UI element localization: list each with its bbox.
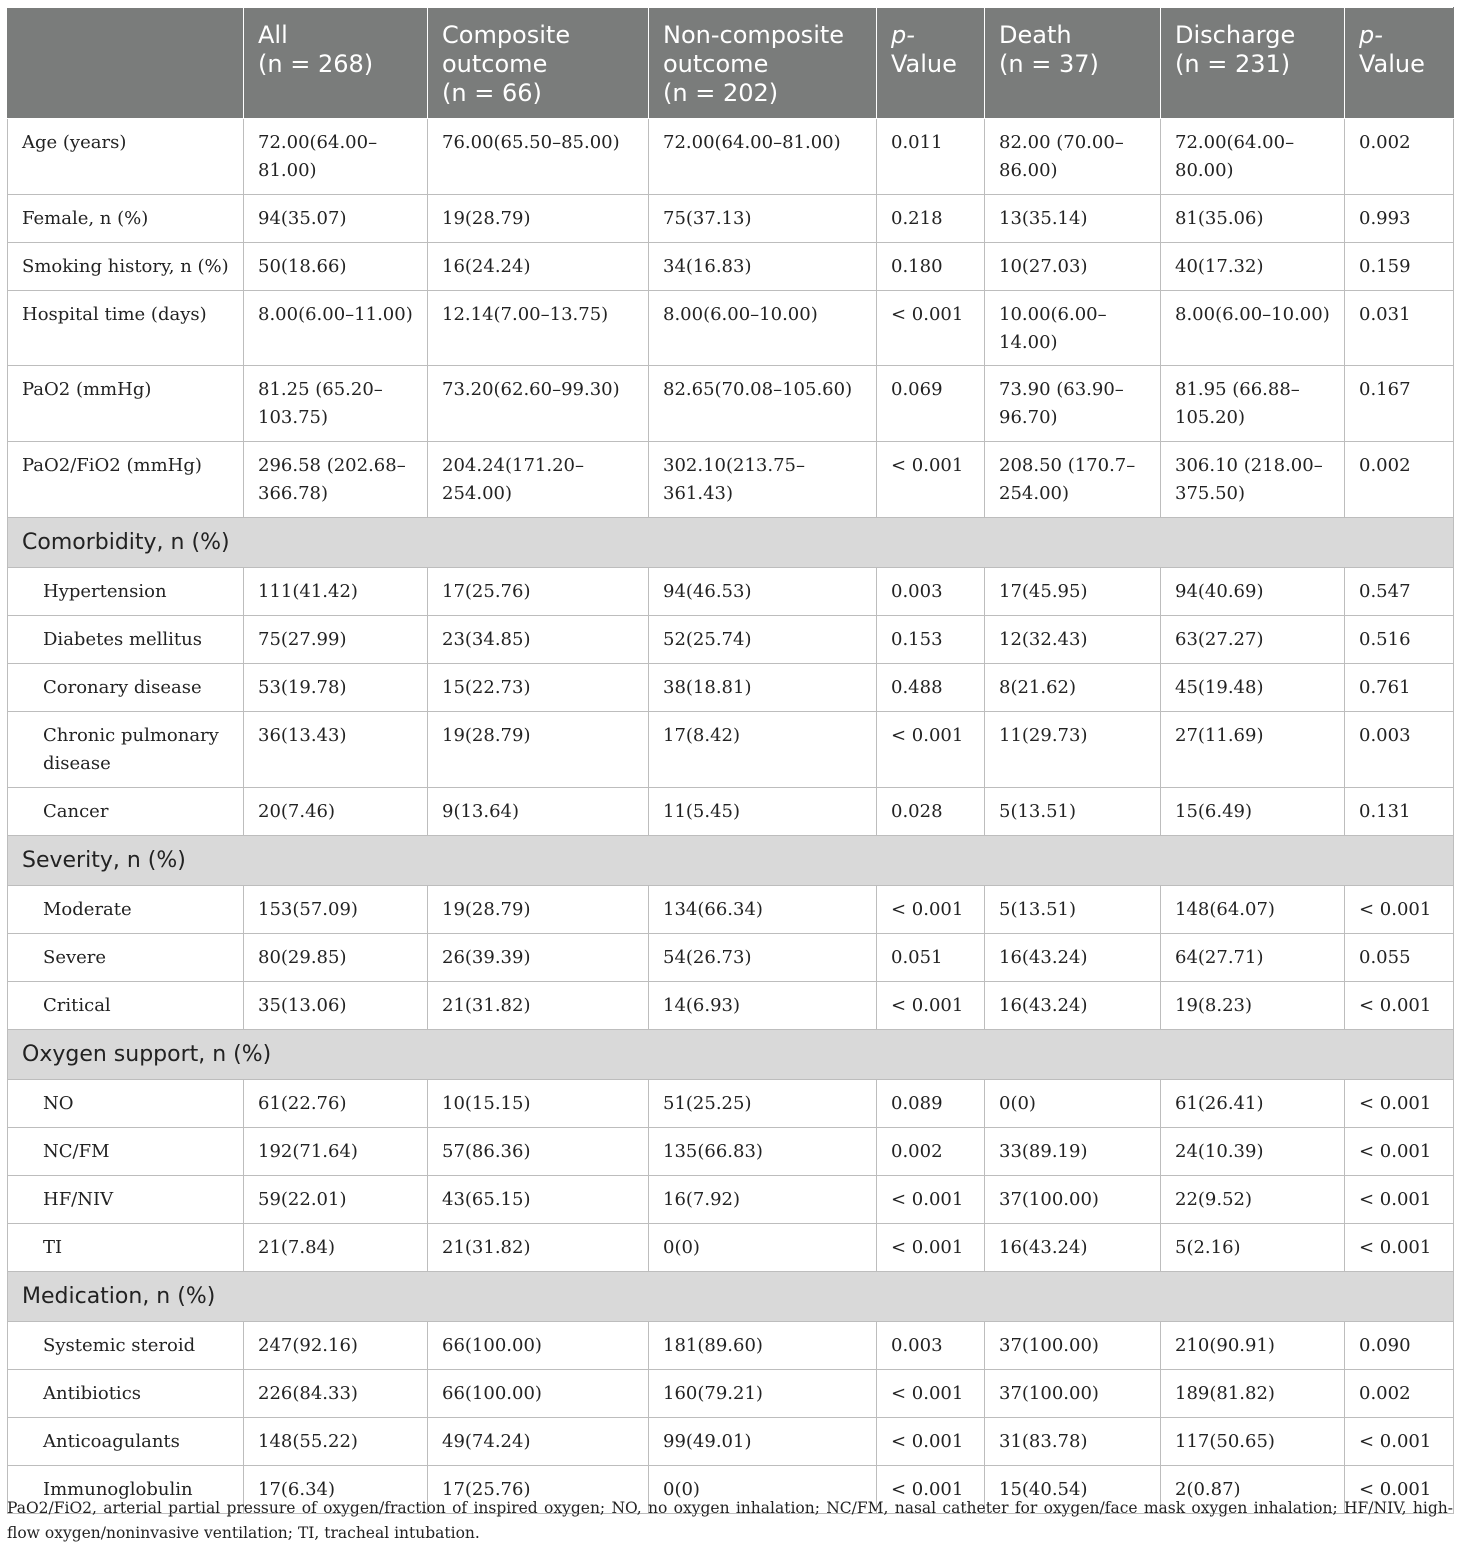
header-death: Death (n = 37) <box>985 8 1161 119</box>
cell-noncomposite: 52(25.74) <box>649 616 877 664</box>
cell-all: 296.58 (202.68–366.78) <box>244 442 428 518</box>
cell-death: 17(45.95) <box>985 568 1161 616</box>
cell-p2: 0.090 <box>1345 1322 1454 1370</box>
cell-label: Hospital time (days) <box>8 291 244 366</box>
cell-p1: 0.218 <box>877 195 985 243</box>
cell-noncomposite: 75(37.13) <box>649 195 877 243</box>
cell-noncomposite: 38(18.81) <box>649 664 877 712</box>
cell-noncomposite: 11(5.45) <box>649 788 877 836</box>
table-body <box>8 119 1454 1514</box>
header-p-value-1: p- Value <box>877 8 985 119</box>
cell-composite: 66(100.00) <box>428 1322 649 1370</box>
cell-death: 11(29.73) <box>985 712 1161 788</box>
cell-p1: < 0.001 <box>877 1466 985 1514</box>
cell-all: 50(18.66) <box>244 243 428 291</box>
cell-discharge: 63(27.27) <box>1161 616 1345 664</box>
cell-discharge: 64(27.71) <box>1161 934 1345 982</box>
cell-death: 16(43.24) <box>985 982 1161 1030</box>
cell-death: 31(83.78) <box>985 1418 1161 1466</box>
cell-label: Chronic pulmonary disease <box>8 712 244 788</box>
cell-all: 59(22.01) <box>244 1176 428 1224</box>
cell-death: 0(0) <box>985 1080 1161 1128</box>
cell-all: 148(55.22) <box>244 1418 428 1466</box>
cell-composite: 9(13.64) <box>428 788 649 836</box>
cell-all: 36(13.43) <box>244 712 428 788</box>
cell-p1: < 0.001 <box>877 886 985 934</box>
cell-death: 12(32.43) <box>985 616 1161 664</box>
cell-composite: 43(65.15) <box>428 1176 649 1224</box>
cell-discharge: 81.95 (66.88–105.20) <box>1161 366 1345 442</box>
cell-death: 13(35.14) <box>985 195 1161 243</box>
cell-all: 75(27.99) <box>244 616 428 664</box>
table-row <box>8 442 1454 518</box>
table-row <box>8 1176 1454 1224</box>
header-variable <box>8 8 244 119</box>
cell-discharge: 148(64.07) <box>1161 886 1345 934</box>
cell-p2: < 0.001 <box>1345 1418 1454 1466</box>
cell-noncomposite: 0(0) <box>649 1466 877 1514</box>
cell-death: 10.00(6.00–14.00) <box>985 291 1161 366</box>
cell-all: 53(19.78) <box>244 664 428 712</box>
cell-p2: < 0.001 <box>1345 1224 1454 1272</box>
cell-noncomposite: 94(46.53) <box>649 568 877 616</box>
cell-p1: < 0.001 <box>877 1418 985 1466</box>
cell-death: 37(100.00) <box>985 1370 1161 1418</box>
cell-death: 5(13.51) <box>985 886 1161 934</box>
cell-noncomposite: 0(0) <box>649 1224 877 1272</box>
cell-p2: < 0.001 <box>1345 886 1454 934</box>
cell-p2: 0.131 <box>1345 788 1454 836</box>
cell-p2: 0.031 <box>1345 291 1454 366</box>
cell-noncomposite: 54(26.73) <box>649 934 877 982</box>
cell-p2: < 0.001 <box>1345 1176 1454 1224</box>
table-row <box>8 119 1454 195</box>
table-footnote: PaO2/FiO2, arterial partial pressure of oxygen/fraction of inspired oxygen; NO, no oxygen inhalation; NC/FM, nasal catheter for oxygen/face mask oxygen inhalation; HF/NIV, high-flow oxygen/noninvasive ventilation; TI, tracheal intubation. <box>7 1499 1453 1542</box>
cell-death: 5(13.51) <box>985 788 1161 836</box>
cell-noncomposite: 302.10(213.75–361.43) <box>649 442 877 518</box>
table-row <box>8 712 1454 788</box>
table-row <box>8 243 1454 291</box>
cell-p2: 0.547 <box>1345 568 1454 616</box>
header-composite: Composite outcome (n = 66) <box>428 8 649 119</box>
cell-label: Anticoagulants <box>8 1418 244 1466</box>
table-row <box>8 664 1454 712</box>
cell-death: 37(100.00) <box>985 1322 1161 1370</box>
cell-noncomposite: 51(25.25) <box>649 1080 877 1128</box>
cell-label: Systemic steroid <box>8 1322 244 1370</box>
cell-all: 80(29.85) <box>244 934 428 982</box>
cell-composite: 21(31.82) <box>428 982 649 1030</box>
cell-death: 37(100.00) <box>985 1176 1161 1224</box>
cell-p1: < 0.001 <box>877 982 985 1030</box>
section-title: Comorbidity, n (%) <box>8 518 1454 568</box>
cell-noncomposite: 17(8.42) <box>649 712 877 788</box>
cell-composite: 49(74.24) <box>428 1418 649 1466</box>
cell-label: Antibiotics <box>8 1370 244 1418</box>
cell-death: 10(27.03) <box>985 243 1161 291</box>
cell-composite: 10(15.15) <box>428 1080 649 1128</box>
table-row <box>8 1080 1454 1128</box>
cell-p2: 0.761 <box>1345 664 1454 712</box>
cell-composite: 23(34.85) <box>428 616 649 664</box>
table-row <box>8 195 1454 243</box>
cell-discharge: 81(35.06) <box>1161 195 1345 243</box>
cell-death: 16(43.24) <box>985 934 1161 982</box>
cell-p2: < 0.001 <box>1345 1466 1454 1514</box>
cell-label: PaO2 (mmHg) <box>8 366 244 442</box>
table-row <box>8 291 1454 366</box>
section-title: Severity, n (%) <box>8 836 1454 886</box>
header-discharge: Discharge (n = 231) <box>1161 8 1345 119</box>
cell-p1: 0.002 <box>877 1128 985 1176</box>
table-header-row <box>8 8 1454 119</box>
cell-death: 8(21.62) <box>985 664 1161 712</box>
cell-p2: 0.002 <box>1345 442 1454 518</box>
cell-discharge: 15(6.49) <box>1161 788 1345 836</box>
cell-label: TI <box>8 1224 244 1272</box>
section-title: Medication, n (%) <box>8 1272 1454 1322</box>
cell-label: Hypertension <box>8 568 244 616</box>
cell-p1: < 0.001 <box>877 1176 985 1224</box>
cell-discharge: 40(17.32) <box>1161 243 1345 291</box>
cell-composite: 19(28.79) <box>428 712 649 788</box>
cell-composite: 17(25.76) <box>428 1466 649 1514</box>
cell-noncomposite: 14(6.93) <box>649 982 877 1030</box>
cell-discharge: 5(2.16) <box>1161 1224 1345 1272</box>
cell-p1: 0.069 <box>877 366 985 442</box>
cell-composite: 17(25.76) <box>428 568 649 616</box>
cell-label: Coronary disease <box>8 664 244 712</box>
cell-composite: 16(24.24) <box>428 243 649 291</box>
cell-all: 61(22.76) <box>244 1080 428 1128</box>
cell-discharge: 19(8.23) <box>1161 982 1345 1030</box>
cell-p2: < 0.001 <box>1345 982 1454 1030</box>
header-noncomposite: Non-composite outcome (n = 202) <box>649 8 877 119</box>
cell-discharge: 2(0.87) <box>1161 1466 1345 1514</box>
cell-composite: 57(86.36) <box>428 1128 649 1176</box>
cell-all: 8.00(6.00–11.00) <box>244 291 428 366</box>
table-row <box>8 616 1454 664</box>
cell-p1: < 0.001 <box>877 442 985 518</box>
cell-composite: 15(22.73) <box>428 664 649 712</box>
header-p-value-2: p- Value <box>1345 8 1454 119</box>
cell-label: Critical <box>8 982 244 1030</box>
cell-death: 82.00 (70.00–86.00) <box>985 119 1161 195</box>
cell-composite: 19(28.79) <box>428 195 649 243</box>
cell-all: 81.25 (65.20–103.75) <box>244 366 428 442</box>
cell-composite: 73.20(62.60–99.30) <box>428 366 649 442</box>
cell-all: 247(92.16) <box>244 1322 428 1370</box>
section-header-row <box>8 1272 1454 1322</box>
cell-death: 208.50 (170.7–254.00) <box>985 442 1161 518</box>
cell-p1: 0.488 <box>877 664 985 712</box>
cell-noncomposite: 181(89.60) <box>649 1322 877 1370</box>
cell-composite: 19(28.79) <box>428 886 649 934</box>
cell-p2: < 0.001 <box>1345 1080 1454 1128</box>
cell-p2: 0.993 <box>1345 195 1454 243</box>
cell-noncomposite: 99(49.01) <box>649 1418 877 1466</box>
cell-p1: 0.028 <box>877 788 985 836</box>
cell-p1: < 0.001 <box>877 1224 985 1272</box>
cell-composite: 76.00(65.50–85.00) <box>428 119 649 195</box>
cell-p1: < 0.001 <box>877 291 985 366</box>
table-row <box>8 568 1454 616</box>
cell-noncomposite: 134(66.34) <box>649 886 877 934</box>
cell-label: Cancer <box>8 788 244 836</box>
cell-composite: 66(100.00) <box>428 1370 649 1418</box>
cell-discharge: 72.00(64.00–80.00) <box>1161 119 1345 195</box>
cell-all: 111(41.42) <box>244 568 428 616</box>
cell-p1: 0.153 <box>877 616 985 664</box>
cell-discharge: 22(9.52) <box>1161 1176 1345 1224</box>
cell-label: Immunoglobulin <box>8 1466 244 1514</box>
cell-noncomposite: 34(16.83) <box>649 243 877 291</box>
cell-discharge: 61(26.41) <box>1161 1080 1345 1128</box>
section-header-row <box>8 1030 1454 1080</box>
table-row <box>8 1418 1454 1466</box>
cell-label: NC/FM <box>8 1128 244 1176</box>
cell-discharge: 94(40.69) <box>1161 568 1345 616</box>
cell-p2: 0.002 <box>1345 1370 1454 1418</box>
table-row <box>8 1224 1454 1272</box>
cell-composite: 26(39.39) <box>428 934 649 982</box>
cell-all: 17(6.34) <box>244 1466 428 1514</box>
section-title: Oxygen support, n (%) <box>8 1030 1454 1080</box>
cell-discharge: 24(10.39) <box>1161 1128 1345 1176</box>
cell-composite: 12.14(7.00–13.75) <box>428 291 649 366</box>
cell-all: 21(7.84) <box>244 1224 428 1272</box>
cell-death: 15(40.54) <box>985 1466 1161 1514</box>
cell-discharge: 210(90.91) <box>1161 1322 1345 1370</box>
cell-p1: 0.051 <box>877 934 985 982</box>
cell-noncomposite: 16(7.92) <box>649 1176 877 1224</box>
cell-p2: 0.159 <box>1345 243 1454 291</box>
cell-label: NO <box>8 1080 244 1128</box>
cell-noncomposite: 8.00(6.00–10.00) <box>649 291 877 366</box>
cell-discharge: 8.00(6.00–10.00) <box>1161 291 1345 366</box>
cell-all: 35(13.06) <box>244 982 428 1030</box>
cell-label: Age (years) <box>8 119 244 195</box>
table-row <box>8 1128 1454 1176</box>
cell-discharge: 306.10 (218.00–375.50) <box>1161 442 1345 518</box>
cell-p2: 0.516 <box>1345 616 1454 664</box>
cell-death: 33(89.19) <box>985 1128 1161 1176</box>
cell-p1: < 0.001 <box>877 712 985 788</box>
cell-all: 94(35.07) <box>244 195 428 243</box>
cell-p1: 0.011 <box>877 119 985 195</box>
cell-noncomposite: 160(79.21) <box>649 1370 877 1418</box>
table-row <box>8 1370 1454 1418</box>
table-row <box>8 366 1454 442</box>
table-row <box>8 934 1454 982</box>
cell-p2: 0.167 <box>1345 366 1454 442</box>
table-row <box>8 982 1454 1030</box>
table-row <box>8 886 1454 934</box>
cell-p1: 0.003 <box>877 1322 985 1370</box>
cell-noncomposite: 72.00(64.00–81.00) <box>649 119 877 195</box>
cell-label: Smoking history, n (%) <box>8 243 244 291</box>
cell-p2: 0.002 <box>1345 119 1454 195</box>
cell-composite: 204.24(171.20–254.00) <box>428 442 649 518</box>
cell-all: 20(7.46) <box>244 788 428 836</box>
cell-label: Moderate <box>8 886 244 934</box>
cell-all: 72.00(64.00–81.00) <box>244 119 428 195</box>
cell-label: Diabetes mellitus <box>8 616 244 664</box>
cell-p1: 0.003 <box>877 568 985 616</box>
cell-p2: 0.055 <box>1345 934 1454 982</box>
cell-discharge: 189(81.82) <box>1161 1370 1345 1418</box>
table-row <box>8 1322 1454 1370</box>
cell-composite: 21(31.82) <box>428 1224 649 1272</box>
cell-p1: 0.180 <box>877 243 985 291</box>
cell-noncomposite: 135(66.83) <box>649 1128 877 1176</box>
cell-p1: < 0.001 <box>877 1370 985 1418</box>
cell-label: Female, n (%) <box>8 195 244 243</box>
cell-noncomposite: 82.65(70.08–105.60) <box>649 366 877 442</box>
header-all: All (n = 268) <box>244 8 428 119</box>
cell-label: Severe <box>8 934 244 982</box>
baseline-characteristics-table <box>7 7 1454 1514</box>
cell-discharge: 27(11.69) <box>1161 712 1345 788</box>
cell-discharge: 117(50.65) <box>1161 1418 1345 1466</box>
cell-all: 192(71.64) <box>244 1128 428 1176</box>
section-header-row <box>8 518 1454 568</box>
cell-death: 16(43.24) <box>985 1224 1161 1272</box>
cell-label: PaO2/FiO2 (mmHg) <box>8 442 244 518</box>
cell-all: 153(57.09) <box>244 886 428 934</box>
table-row <box>8 788 1454 836</box>
cell-discharge: 45(19.48) <box>1161 664 1345 712</box>
cell-all: 226(84.33) <box>244 1370 428 1418</box>
cell-p1: 0.089 <box>877 1080 985 1128</box>
cell-death: 73.90 (63.90–96.70) <box>985 366 1161 442</box>
cell-label: HF/NIV <box>8 1176 244 1224</box>
cell-p2: < 0.001 <box>1345 1128 1454 1176</box>
cell-p2: 0.003 <box>1345 712 1454 788</box>
section-header-row <box>8 836 1454 886</box>
